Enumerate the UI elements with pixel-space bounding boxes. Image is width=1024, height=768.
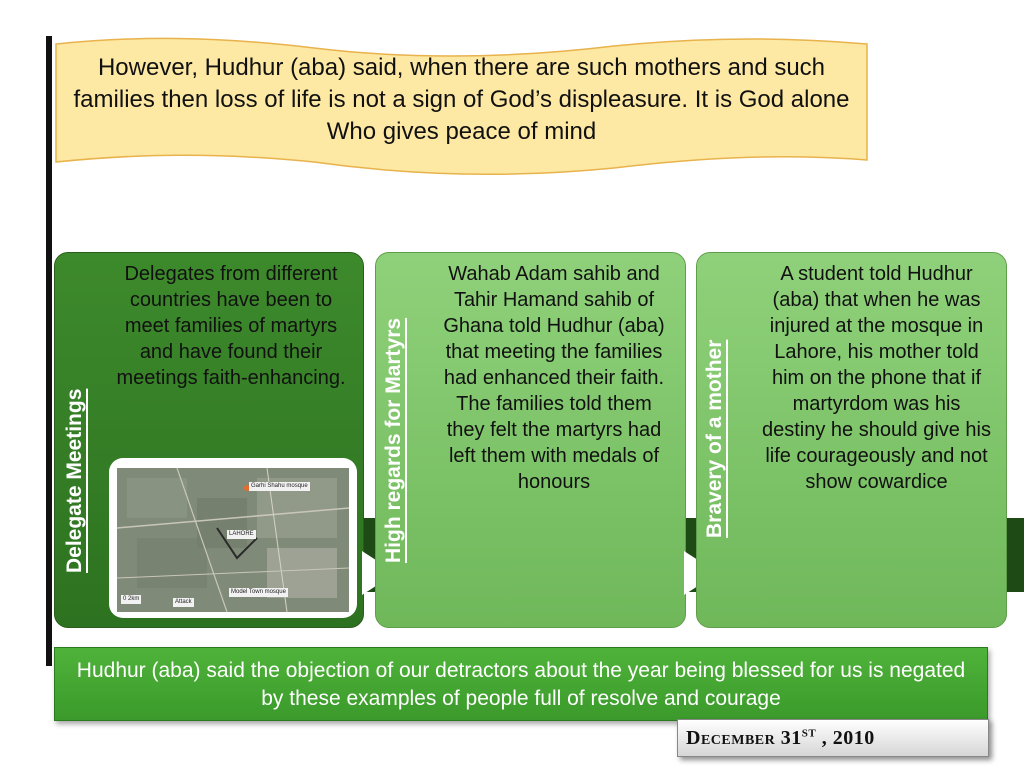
map-label-model-town: Model Town mosque (231, 589, 286, 595)
date-year: , 2010 (816, 727, 875, 749)
map-label-garhi-shahu: Garhi Shahu mosque (251, 483, 308, 489)
map-scale: 0 2km (123, 596, 140, 602)
quote-banner (54, 36, 869, 176)
date-prefix: December 31 (686, 727, 802, 749)
panel-text: Delegates from different countries have been to meet families of martyrs and have found their meetings faith-enhancing. (116, 263, 346, 389)
panel-title: Delegate Meetings (63, 388, 86, 573)
date-label (677, 719, 989, 757)
map-satellite (117, 468, 349, 612)
panel-delegate-meetings (54, 252, 364, 628)
map-legend-attack: Attack (175, 599, 192, 605)
panel-text: A student told Hudhur (aba) that when he was injured at the mosque in Lahore, his mother told him on the phone that if martyrdom was his destiny he should give his life courageously and not show cowardice (761, 263, 992, 493)
map-label-lahore: LAHORE (229, 531, 254, 537)
panel-text: Wahab Adam sahib and Tahir Hamand sahib of Ghana told Hudhur (aba) that meeting the families had enhanced their faith. The families told them they felt the martyrs had left them with medals of honours (443, 263, 665, 493)
conclusion-box (54, 647, 988, 721)
banner-text: However, Hudhur (aba) said, when there are such mothers and such families then loss of life is not a sign of God’s displeasure. It is God alone Who gives peace of mind (73, 54, 850, 145)
date-suffix-sup: ST (801, 727, 817, 740)
vertical-line (46, 36, 52, 666)
panel-bravery-of-mother (696, 252, 1007, 628)
conclusion-text: Hudhur (aba) said the objection of our detractors about the year being blessed for us is negated by these examples of people full of resolve and courage (76, 659, 966, 710)
panel-title: High regards for Martyrs (382, 317, 405, 563)
panel-title: Bravery of a mother (703, 339, 726, 538)
panel-high-regards (375, 252, 686, 628)
lahore-map-image (109, 458, 357, 618)
date-text (686, 727, 875, 750)
